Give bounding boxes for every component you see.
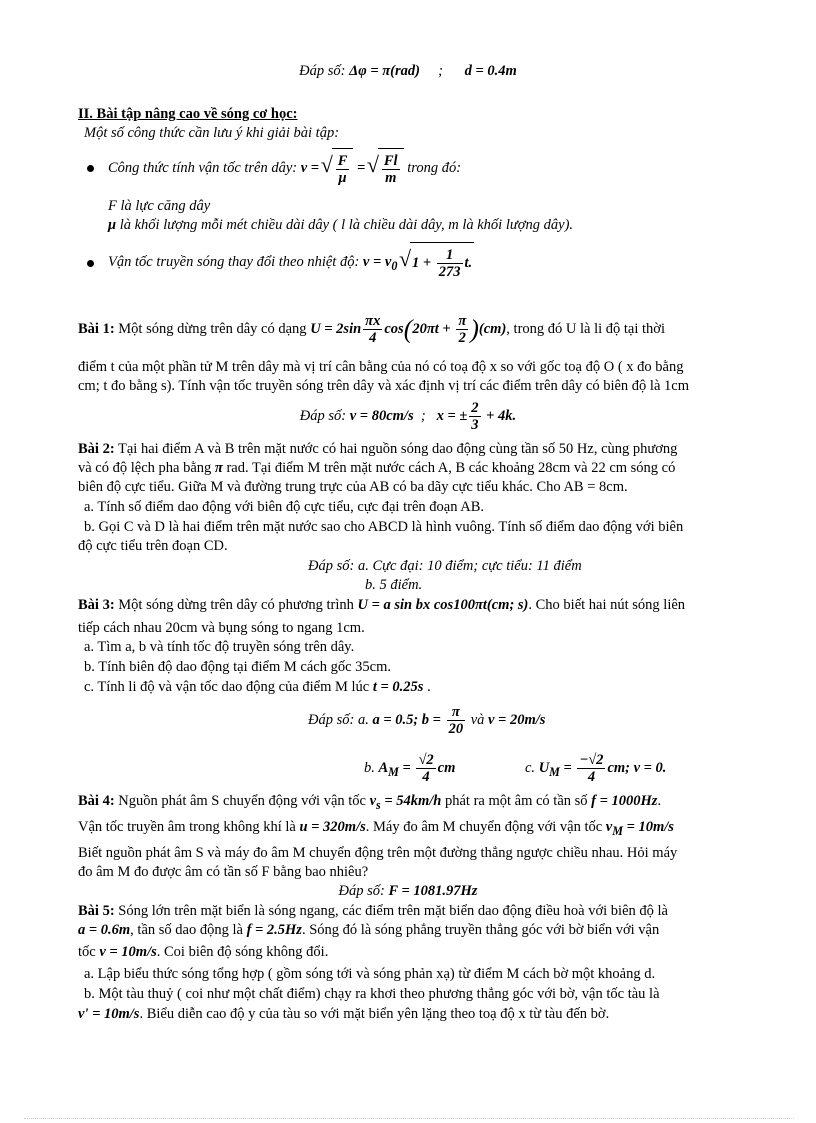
bai4-answer: Đáp số: F = 1081.97Hz — [338, 883, 478, 899]
bai4-line3: Biết nguồn phát âm S và máy đo âm M chuyển động trên một đường thẳng ngược chiều nhau. Hỏi máy — [78, 845, 678, 861]
formula-delta-phi: Δφ = π(rad) — [349, 63, 420, 79]
bai2-line1: Bài 2: Tại hai điểm A và B trên mặt nước có hai nguồn sóng dao động cùng tần số 50 Hz, cùng phương — [78, 441, 678, 457]
intro-text: Một số công thức cần lưu ý khi giải bài tập: — [84, 125, 340, 141]
bai5-part-a: a. Lập biểu thức sóng tổng hợp ( gồm sóng tới và sóng phản xạ) từ điểm M cách bờ một khoảng d. — [84, 966, 656, 982]
f-definition: F là lực căng dây — [108, 198, 211, 214]
formula-d: d = 0.4m — [464, 63, 517, 79]
bai2-part-a: a. Tính số điểm dao động với biên độ cực tiểu, cực đại trên đoạn AB. — [84, 499, 485, 515]
bai3-line2: tiếp cách nhau 20cm và bụng sóng to ngang 1cm. — [78, 620, 365, 636]
bai3-answer-b: b. $A_M$ = $\frac{√2}{4}$ cm — [364, 752, 456, 786]
bai2-line2: và có độ lệch pha bằng π rad. Tại điểm M trên mặt nước cách A, B các khoảng 28cm và 22 cm sóng có — [78, 460, 676, 476]
bai3-line1: Bài 3: Một sóng dừng trên dây có phương trình U = a sin bx cos100πt(cm; s). Cho biết hai nút sóng liên — [78, 597, 686, 613]
bai3-part-c: c. Tính li độ và vận tốc dao động của điểm M lúc t = 0.25s . — [84, 679, 431, 695]
bai2-part-b1: b. Gọi C và D là hai điểm trên mặt nước sao cho ABCD là hình vuông. Tính số điểm dao động với biên — [84, 519, 684, 535]
bai3-part-a: a. Tìm a, b và tính tốc độ truyền sóng trên dây. — [84, 639, 355, 655]
bai1-line1: Bài 1: Một sóng dừng trên dây có dạng U = 2sin $\frac{\pi x}{4}$ cos(20πt + $\frac{\pi}{2}$ )(cm), trong đó U là li độ tại thời — [78, 313, 665, 347]
top-answer-line: Đáp số: Δφ = π(rad) ; d = 0.4m — [299, 63, 517, 79]
bai3-answer-c: c. $U_M$ = $\frac{-√2}{4}$ cm; v = 0. — [525, 752, 667, 786]
bai5-line1: Bài 5: Sóng lớn trên mặt biển là sóng ngang, các điểm trên mặt biển dao động điều hoà với biên độ là — [78, 903, 668, 919]
bai5-line2: a = 0.6m, tần số dao động là f = 2.5Hz. Sóng đó là sóng phẳng truyền thẳng góc với bờ biển với vận — [78, 922, 660, 938]
bai5-part-b1: b. Một tàu thuỷ ( coi như một chất điểm) chạy ra khơi theo phương thẳng góc với bờ, vận tốc tàu là — [84, 986, 660, 1002]
bai2-answer-a: Đáp số: a. Cực đại: 10 điểm; cực tiểu: 11 điểm — [308, 558, 582, 574]
bai3-part-b: b. Tính biên độ dao động tại điểm M cách gốc 35cm. — [84, 659, 391, 675]
bai2-line3: biên độ cực tiểu. Giữa M và đường trung trực của AB có ba dãy cực tiểu khác. Cho AB = 8cm. — [78, 479, 628, 495]
bai2-answer-b: b. 5 điểm. — [365, 577, 423, 593]
bullet-dot — [87, 260, 94, 267]
bai4-line1: Bài 4: Nguồn phát âm S chuyển động với vận tốc $v_s = 54km/h$ phát ra một âm có tần số f = 1000Hz. — [78, 793, 662, 812]
page-bottom-divider — [24, 1118, 794, 1119]
bai3-answer-a: Đáp số: a. a = 0.5; b = $\frac{\pi}{20}$ và v = 20m/s — [308, 704, 546, 738]
bai1-equation: U = 2sin $\frac{\pi x}{4}$ cos(20πt + $\frac{\pi}{2}$ )(cm) — [310, 313, 507, 347]
mu-definition: μ là khối lượng mỗi mét chiều dài dây ( l là chiều dài dây, m là khối lượng dây). — [108, 217, 574, 233]
bai5-line3: tốc v = 10m/s. Coi biên độ sóng không đổi. — [78, 944, 329, 960]
bullet-velocity-formula: Công thức tính vận tốc trên dây: v = √ $\frac{F}{\mu}$ = √ $\frac{Fl}{m}$ trong đó: — [108, 148, 461, 189]
bai2-part-b2: độ cực tiểu trên đoạn CD. — [78, 538, 228, 554]
section-title: II. Bài tập nâng cao về sóng cơ học: — [78, 106, 298, 122]
bullet-temperature-formula: Vận tốc truyền sóng thay đổi theo nhiệt độ: $v = v_0$ √ 1 + $\frac{1}{273}$ t. — [108, 242, 474, 286]
bai5-part-b2: v' = 10m/s. Biểu diễn cao độ y của tàu so với mặt biển yên lặng theo toạ độ x từ tàu đến bờ. — [78, 1006, 610, 1022]
bai1-answer: Đáp số: v = 80cm/s ; x = ± $\frac{2}{3}$ + 4k. — [299, 400, 517, 434]
bullet-dot — [87, 165, 94, 172]
bai1-line2: điểm t của một phần tử M trên dây mà vị trí cân bằng của nó có toạ độ x so với gốc toạ độ O ( x đo bằng — [78, 359, 684, 375]
bai4-line4: đo âm M đo được âm có tần số F bằng bao nhiêu? — [78, 864, 369, 880]
bai4-line2: Vận tốc truyền âm trong không khí là u = 320m/s. Máy đo âm M chuyển động với vận tốc $v_M = 10m/s$ — [78, 819, 674, 838]
bai1-line3: cm; t đo bằng s). Tính vận tốc truyền sóng trên dây và xác định vị trí các điểm trên dây có biên độ là 1cm — [78, 378, 689, 394]
